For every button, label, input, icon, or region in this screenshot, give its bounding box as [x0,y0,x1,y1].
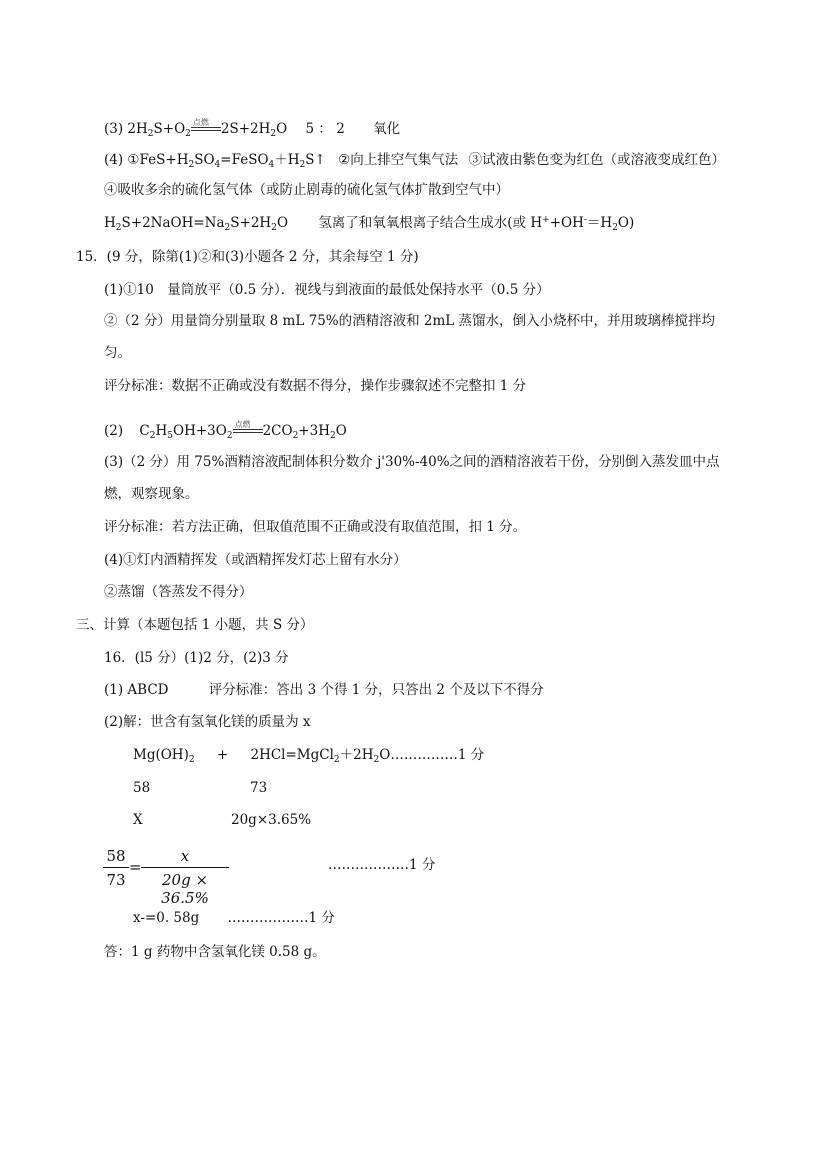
subscript: 5 [167,431,174,441]
q15-part3b: 燃，观察现象。 [104,486,199,502]
fraction-numerator: x [141,847,229,868]
answer-line-3 [104,118,400,138]
formula-text: +3H [298,423,330,439]
section-3-heading: 三、计算（本题包括 1 小题，共 S 分） [76,617,314,633]
item-number: (4) [104,152,128,168]
q15-part1-2b: 匀。 [104,345,131,361]
score-dots-1: ………………1 分 [328,857,436,873]
subscript: 2 [612,223,618,233]
subscript: 2 [147,129,154,139]
answer-part-c: ③试液由紫色变为红色（或溶液变成红色） [468,152,726,168]
fraction-denominator: 20g × 36.5% [161,871,209,907]
formula-text: C [139,423,150,439]
answer-word: 氧化 [373,121,401,137]
answer-line-4d: ④吸收多余的硫化氢气体（或防止剧毒的硫化氢气体扩散到空气中） [104,182,509,198]
formula-text: 2S+2H [220,121,271,137]
item-number: (3) [104,121,128,137]
superscript: + [542,215,550,225]
fraction-numerator: 58 [103,847,129,868]
formula-text: O……………1 分 [379,747,485,763]
formula-text: H [155,423,168,439]
subscript: 2 [185,129,191,139]
formula-text: Mg(OH) [133,747,189,763]
calc-molar-58: 58 [133,780,151,796]
q15-equation [104,420,347,440]
subscript: 2 [149,431,156,441]
answer-part-b: ②向上排空气集气法 [338,152,459,168]
subscript: 2 [224,223,231,233]
formula-text: S↑ [305,152,326,168]
formula-text: S+2H [230,215,272,231]
final-answer: 答：1 g 药物中含氢氧化镁 0.58 g。 [104,944,326,960]
calc-given-mass: 20g×3.65% [231,812,312,828]
subscript: 4 [214,160,221,170]
mass-ratio: 5 ： 2 [305,121,345,137]
formula-text: SO [194,152,215,168]
formula-text: O [276,215,289,231]
scoring-text: 评分标准：答出 3 个得 1 分，只答出 2 个及以下不得分 [208,682,544,698]
item-number: (2) [104,423,124,439]
formula-text: 2H [127,121,148,137]
formula-text: OH+3O [173,423,227,439]
q15-scoring-2: 评分标准：若方法正确，但取值范围不正确或没有取值范围，扣 1 分。 [104,519,527,535]
question-16-heading: 16．(l5 分）(1)2 分，(2)3 分 [104,650,289,666]
q15-part3a: (3)（2 分）用 75%酒精溶液配制体积分数介 j'30%-40%之间的酒精溶液若干份，分别倒入蒸发皿中点 [104,454,720,470]
subscript: 2 [115,223,122,233]
q15-part1: (1)①10 量筒放平（0.5 分）．视线与到液面的最低处保持水平（0.5 分） [104,282,550,298]
formula-text: 2HCl=MgCl [250,747,334,763]
condition-label: 点燃 [192,118,209,127]
q15-part4b: ②蒸馏（答蒸发不得分） [104,584,253,600]
calc-unknown-x: X [133,812,143,828]
subscript: 2 [188,755,195,765]
q16-part1 [104,681,544,699]
q16-part2: (2)解：世含有氢氧化镁的质量为 x [104,714,311,730]
calc-molar-73: 73 [250,780,268,796]
formula-text: S+O [153,121,186,137]
subscript: 2 [299,160,306,170]
formula-text: O [335,423,347,439]
formula-text: S+2NaOH=Na [121,215,225,231]
formula-text: ＋H [274,152,300,168]
subscript: 2 [329,431,336,441]
reaction-condition [233,420,263,438]
q15-part4a: (4)①灯内酒精挥发（或酒精挥发灯芯上留有水分） [104,552,407,568]
fraction-denominator: 73 [106,871,126,889]
explanation-text: 氢离了和氧氧根离子结合生成水(或 H [318,215,543,231]
q15-scoring-1: 评分标准：数据不正确或没有数据不得分，操作步骤叙述不完整扣 1 分 [104,378,527,394]
equals-sign: = [129,858,142,876]
result-value: x-=0. 58g [133,910,200,926]
plus-sign: + [216,747,229,763]
explanation-text: +OH [549,215,584,231]
reaction-condition [191,118,221,136]
subscript: 2 [271,223,277,233]
superscript: - [583,215,587,225]
subscript: 2 [373,755,380,765]
formula-text: ①FeS+H [127,152,189,168]
score-dots-2: ………………1 分 [227,910,335,926]
formula-text: 2CO [262,423,293,439]
subscript: 2 [270,129,277,139]
subscript: 4 [268,160,275,170]
formula-text: H [104,215,116,231]
q15-part1-2a: ②（2 分）用量筒分别量取 8 mL 75%的酒精溶液和 2mL 蒸馏水，倒入小烧杯中，并用玻璃棒搅拌均 [104,313,716,329]
subscript: 2 [292,431,299,441]
subscript: 2 [226,431,233,441]
formula-text: =FeSO [220,152,269,168]
formula-text: O [276,121,288,137]
condition-label: 点燃 [234,420,251,429]
answer-line-4e [104,214,634,232]
x-result [133,909,335,927]
answer-text: (1) ABCD [104,682,169,698]
calc-equation [133,746,484,764]
explanation-text: ＝H [586,215,613,231]
answer-line-4 [104,151,725,169]
question-15-heading: 15．(9 分，除第(1)②和(3)小题各 2 分，其余每空 1 分) [76,249,419,265]
formula-text: ＋2H [339,747,374,763]
explanation-text: O) [617,215,635,231]
fraction-58-73 [103,847,129,889]
subscript: 2 [333,755,340,765]
subscript: 2 [188,160,195,170]
fraction-x [141,847,229,907]
